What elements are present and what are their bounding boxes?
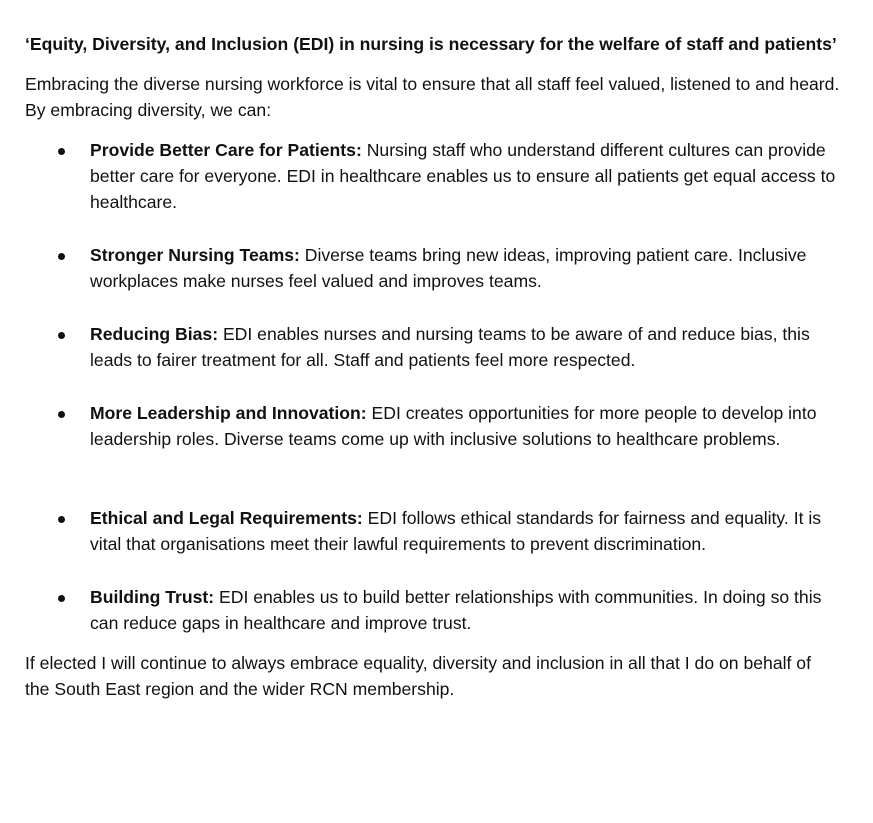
bullet-icon	[58, 332, 65, 339]
document-page	[25, 31, 840, 702]
bullet-icon	[58, 595, 65, 602]
bullet-icon	[58, 253, 65, 260]
list-item-title: Reducing Bias:	[90, 324, 219, 344]
list-item-title: Stronger Nursing Teams:	[90, 245, 300, 265]
list-item	[25, 584, 840, 636]
list-item	[25, 242, 840, 294]
closing-paragraph: If elected I will continue to always embrace equality, diversity and inclusion in all that I do on behalf of the South East region and the wider RCN membership.	[25, 653, 811, 699]
benefits-list	[25, 137, 840, 636]
list-item-text: EDI enables nurses and nursing teams to be aware of and reduce bias, this leads to fairer treatment for all. Staff and patients feel more respected.	[90, 324, 810, 370]
list-item-text: Nursing staff who understand different cultures can provide better care for everyone. EDI in healthcare enables us to ensure all patients get equal access to healthcare.	[90, 140, 836, 212]
list-item	[25, 137, 840, 215]
list-item-title: Ethical and Legal Requirements:	[90, 508, 363, 528]
bullet-icon	[58, 148, 65, 155]
list-item-text: EDI follows ethical standards for fairness and equality. It is vital that organisations meet their lawful requirements to prevent discrimination.	[90, 508, 822, 554]
list-item-text: EDI creates opportunities for more people to develop into leadership roles. Diverse teams come up with inclusive solutions to healthcare problems.	[90, 403, 817, 449]
list-item-title: Building Trust:	[90, 587, 215, 607]
document-heading: ‘Equity, Diversity, and Inclusion (EDI) in nursing is necessary for the welfare of staff and patients’	[25, 34, 837, 54]
list-item-title: Provide Better Care for Patients:	[90, 140, 362, 160]
bullet-icon	[58, 411, 65, 418]
list-item	[25, 321, 840, 373]
list-item	[25, 505, 840, 557]
list-item	[25, 400, 840, 452]
bullet-icon	[58, 516, 65, 523]
intro-paragraph: Embracing the diverse nursing workforce is vital to ensure that all staff feel valued, listened to and heard. By embracing diversity, we can:	[25, 74, 840, 120]
list-item-text: Diverse teams bring new ideas, improving patient care. Inclusive workplaces make nurses feel valued and improves teams.	[90, 245, 807, 291]
list-item-title: More Leadership and Innovation:	[90, 403, 367, 423]
list-item-text: EDI enables us to build better relationships with communities. In doing so this can reduce gaps in healthcare and improve trust.	[90, 587, 822, 633]
